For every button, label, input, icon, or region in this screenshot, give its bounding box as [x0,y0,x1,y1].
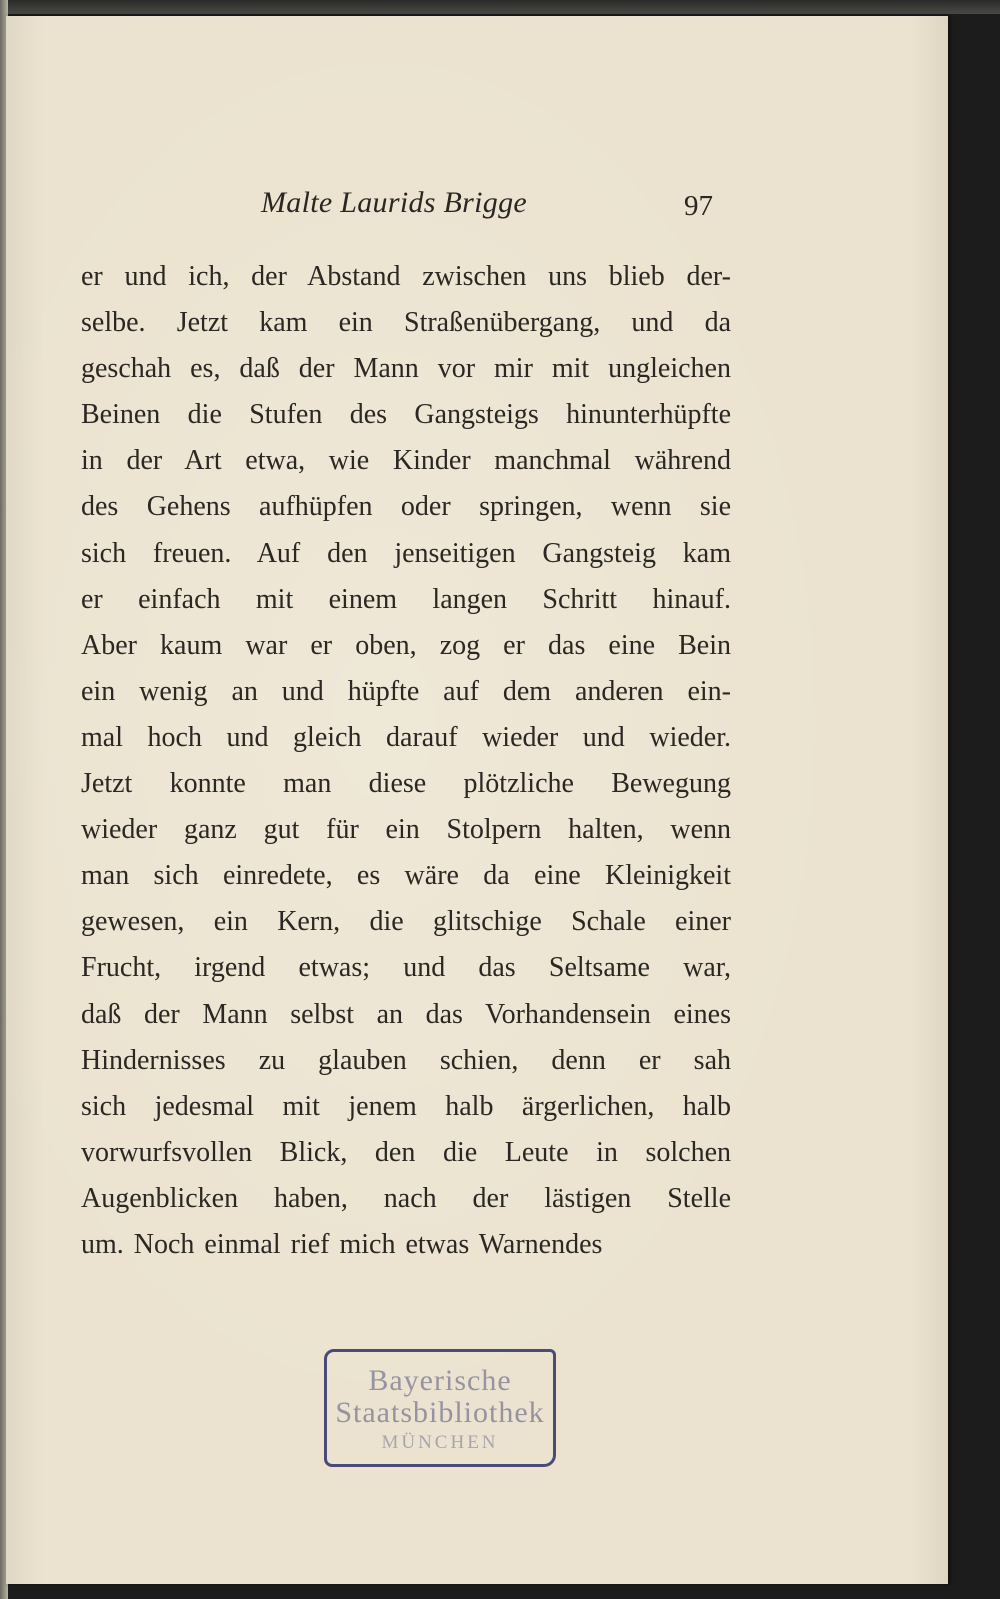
text-line: geschah es, daß der Mann vor mir mit ungleichen [81,353,731,385]
text-line: mal hoch und gleich darauf wieder und wieder. [81,721,731,753]
text-line: selbe. Jetzt kam ein Straßenübergang, und da [81,307,731,339]
running-head [6,186,948,236]
text-line: man sich einredete, es wäre da eine Kleinigkeit [81,860,731,892]
book-page [6,16,948,1584]
stamp-line: MÜNCHEN [381,1432,499,1453]
library-stamp [324,1349,556,1467]
text-line: Beinen die Stufen des Gangsteigs hinunterhüpfte [81,399,731,431]
text-line: Jetzt konnte man diese plötzliche Bewegung [81,768,731,800]
text-line: Augenblicken haben, nach der lästigen Stelle [81,1182,731,1214]
book-top-edge [0,0,1000,14]
page-number: 97 [684,190,713,222]
text-line: Hindernisses zu glauben schien, denn er sah [81,1044,731,1076]
text-line: in der Art etwa, wie Kinder manchmal während [81,445,731,477]
text-line: Aber kaum war er oben, zog er das eine Bein [81,629,731,661]
running-title: Malte Laurids Brigge [261,186,527,219]
text-line: er und ich, der Abstand zwischen uns blieb der- [81,261,731,292]
text-line: daß der Mann selbst an das Vorhandensein eines [81,998,731,1030]
body-text [81,254,731,1268]
text-line: wieder ganz gut für ein Stolpern halten, wenn [81,814,731,846]
text-line: sich jedesmal mit jenem halb ärgerlichen, halb [81,1090,731,1122]
stamp-line: Staatsbibliothek [335,1396,545,1429]
text-line: um. Noch einmal rief mich etwas Warnendes [81,1228,603,1260]
text-line: er einfach mit einem langen Schritt hinauf. [81,583,731,615]
text-line: ein wenig an und hüpfte auf dem anderen ein- [81,675,731,707]
stamp-line: Bayerische [368,1364,512,1397]
text-line: Frucht, irgend etwas; und das Seltsame war, [81,952,731,984]
text-line: des Gehens aufhüpfen oder springen, wenn sie [81,491,731,523]
text-line: gewesen, ein Kern, die glitschige Schale einer [81,906,731,938]
text-line: vorwurfsvollen Blick, den die Leute in solchen [81,1136,731,1168]
text-line: sich freuen. Auf den jenseitigen Gangsteig kam [81,537,731,569]
